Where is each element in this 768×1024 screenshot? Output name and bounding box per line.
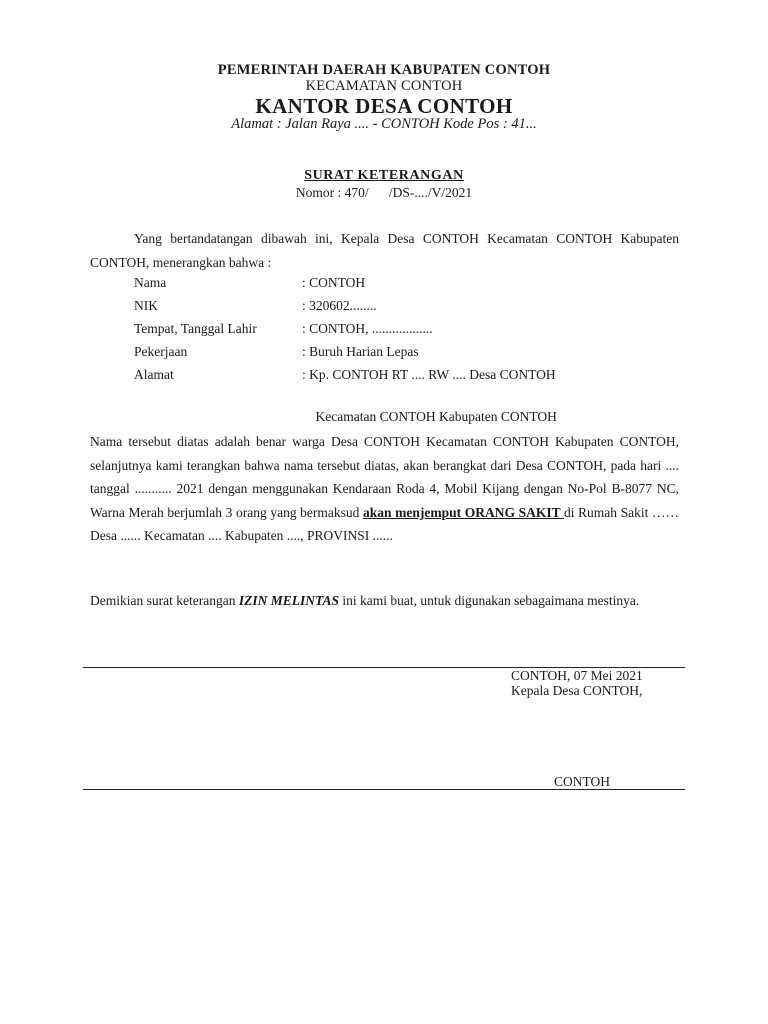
signature-place-date: CONTOH, 07 Mei 2021 [511, 668, 643, 683]
identity-label: Tempat, Tanggal Lahir [134, 321, 257, 336]
signature-name: CONTOH [554, 774, 611, 789]
divider-line [83, 789, 685, 790]
identity-value: : CONTOH, .................. [302, 321, 433, 336]
office-heading: KANTOR DESA CONTOH [255, 94, 513, 118]
government-heading: PEMERINTAH DAERAH KABUPATEN CONTOH [217, 62, 551, 78]
identity-value: : 320602........ [302, 298, 377, 313]
office-address: Alamat : Jalan Raya .... - CONTOH Kode Pos : 41... [231, 116, 537, 132]
intro-text: Yang bertandatangan dibawah ini, Kepala Desa CONTOH Kecamatan CONTOH Kabupaten CONTOH, menerangkan bahwa : [90, 231, 679, 270]
identity-label: Alamat [134, 367, 174, 382]
letter-number: Nomor : 470/ /DS-..../V/2021 [295, 185, 473, 200]
intro-paragraph [90, 227, 679, 274]
identity-value: : CONTOH [302, 275, 366, 290]
identity-row-name [134, 273, 365, 293]
identity-value: : Buruh Harian Lepas [302, 344, 419, 359]
closing-text-2: ini kami buat, untuk digunakan sebagaimana mestinya. [338, 593, 640, 608]
identity-row-birth [134, 319, 433, 339]
statement-text-2: di Rumah Sakit …… Desa ...... Kecamatan .... Kabupaten ...., PROVINSI ...... [90, 504, 680, 543]
identity-label: NIK [134, 298, 158, 313]
closing-paragraph [90, 589, 679, 613]
closing-emphasis: IZIN MELINTAS [238, 593, 339, 608]
statement-text-1: Nama tersebut diatas adalah benar warga Desa CONTOH Kecamatan CONTOH Kabupaten CONTOH, selanjutnya kami terangkan bahwa nama tersebut diatas, akan berangkat dari Desa CONTOH, pada hari .... tanggal ........... 2021 dengan menggunakan Kendaraan Roda 4, Mobil Kijang dengan No-Pol B-8077 NC, Warna Merah berjumlah 3 orang yang bermaksud [90, 434, 679, 520]
identity-value: Kecamatan CONTOH Kabupaten CONTOH [308, 409, 557, 424]
identity-row-address [134, 365, 556, 385]
closing-text-1: Demikian surat keterangan [90, 593, 239, 608]
identity-row-nik [134, 296, 377, 316]
identity-row-address-cont [134, 387, 557, 424]
identity-row-occupation [134, 342, 419, 362]
letter-title: SURAT KETERANGAN [304, 168, 464, 183]
statement-paragraph [90, 430, 679, 548]
identity-label: Pekerjaan [134, 344, 188, 359]
statement-emphasis: akan menjemput ORANG SAKIT [363, 504, 564, 520]
identity-label: Nama [134, 275, 167, 290]
district-heading: KECAMATAN CONTOH [305, 78, 463, 94]
signature-position: Kepala Desa CONTOH, [511, 683, 643, 698]
identity-value: : Kp. CONTOH RT .... RW .... Desa CONTOH [302, 367, 556, 382]
